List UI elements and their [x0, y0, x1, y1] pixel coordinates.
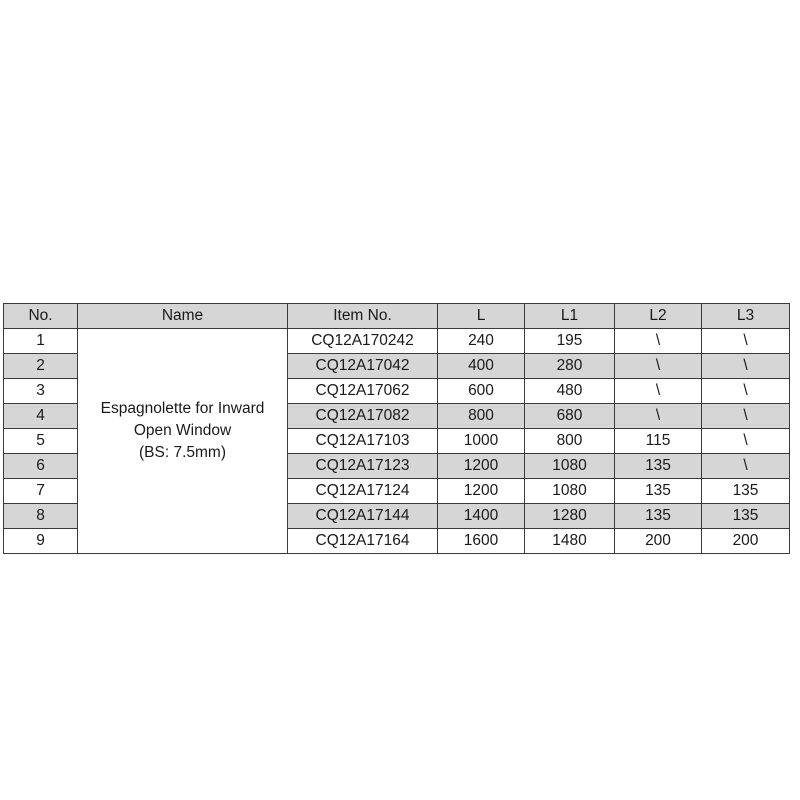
cell-l1: 480	[525, 379, 615, 404]
cell-l2: 135	[615, 504, 702, 529]
cell-item-no: CQ12A17103	[288, 429, 438, 454]
cell-item-no: CQ12A17164	[288, 529, 438, 554]
header-name: Name	[78, 304, 288, 329]
cell-l1: 280	[525, 354, 615, 379]
cell-l: 1200	[438, 479, 525, 504]
cell-l3: 135	[702, 479, 790, 504]
cell-l3: 200	[702, 529, 790, 554]
cell-item-no: CQ12A17124	[288, 479, 438, 504]
cell-l3: \	[702, 404, 790, 429]
cell-l1: 680	[525, 404, 615, 429]
cell-l1: 1480	[525, 529, 615, 554]
cell-l1: 800	[525, 429, 615, 454]
cell-item-no: CQ12A17042	[288, 354, 438, 379]
cell-l1: 1080	[525, 479, 615, 504]
cell-no: 4	[4, 404, 78, 429]
cell-item-no: CQ12A170242	[288, 329, 438, 354]
cell-item-no: CQ12A17144	[288, 504, 438, 529]
header-l1: L1	[525, 304, 615, 329]
cell-no: 9	[4, 529, 78, 554]
cell-l: 800	[438, 404, 525, 429]
header-no: No.	[4, 304, 78, 329]
cell-l2: 135	[615, 479, 702, 504]
cell-item-no: CQ12A17082	[288, 404, 438, 429]
cell-l: 1200	[438, 454, 525, 479]
cell-item-no: CQ12A17123	[288, 454, 438, 479]
cell-l3: \	[702, 429, 790, 454]
cell-l2: 115	[615, 429, 702, 454]
cell-l3: \	[702, 329, 790, 354]
cell-l3: 135	[702, 504, 790, 529]
cell-no: 7	[4, 479, 78, 504]
cell-l3: \	[702, 354, 790, 379]
product-name-line: Espagnolette for Inward	[100, 400, 265, 417]
cell-l1: 1080	[525, 454, 615, 479]
product-name-cell	[78, 329, 288, 554]
cell-no: 1	[4, 329, 78, 354]
cell-l3: \	[702, 454, 790, 479]
cell-l2: 200	[615, 529, 702, 554]
cell-l: 1000	[438, 429, 525, 454]
cell-l2: \	[615, 379, 702, 404]
header-row	[4, 304, 790, 329]
cell-no: 8	[4, 504, 78, 529]
header-l3: L3	[702, 304, 790, 329]
cell-l: 400	[438, 354, 525, 379]
product-name-line: Open Window	[133, 422, 232, 439]
cell-l1: 1280	[525, 504, 615, 529]
cell-no: 2	[4, 354, 78, 379]
spec-table	[3, 303, 790, 554]
cell-no: 5	[4, 429, 78, 454]
cell-l: 600	[438, 379, 525, 404]
header-l2: L2	[615, 304, 702, 329]
cell-l: 1600	[438, 529, 525, 554]
cell-l: 1400	[438, 504, 525, 529]
cell-l2: \	[615, 404, 702, 429]
cell-l3: \	[702, 379, 790, 404]
cell-item-no: CQ12A17062	[288, 379, 438, 404]
header-l: L	[438, 304, 525, 329]
cell-l1: 195	[525, 329, 615, 354]
cell-l: 240	[438, 329, 525, 354]
table-row	[4, 329, 790, 354]
cell-no: 3	[4, 379, 78, 404]
cell-l2: 135	[615, 454, 702, 479]
cell-l2: \	[615, 354, 702, 379]
header-item-no: Item No.	[288, 304, 438, 329]
cell-no: 6	[4, 454, 78, 479]
product-backset-line: (BS: 7.5mm)	[139, 444, 226, 461]
cell-l2: \	[615, 329, 702, 354]
